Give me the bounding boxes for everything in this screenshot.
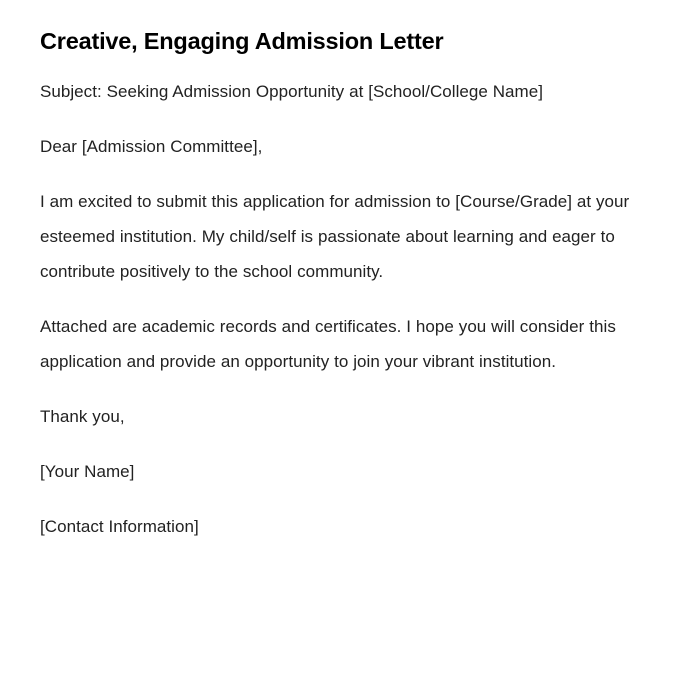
- subject-line: Subject: Seeking Admission Opportunity at [School/College Name]: [40, 82, 544, 101]
- page-title: Creative, Engaging Admission Letter: [40, 28, 444, 54]
- salutation: Dear [Admission Committee],: [40, 137, 263, 156]
- body-paragraph-2: Attached are academic records and certificates. I hope you will consider this application and provide an opportunity to join your vibrant institution.: [40, 317, 616, 371]
- letter-body: [40, 74, 645, 544]
- signature-name: [Your Name]: [40, 462, 135, 481]
- signature-contact: [Contact Information]: [40, 517, 199, 536]
- body-paragraph-1: I am excited to submit this application for admission to [Course/Grade] at your esteemed institution. My child/self is passionate about learning and eager to contribute positively to the school community.: [40, 192, 630, 281]
- closing: Thank you,: [40, 407, 125, 426]
